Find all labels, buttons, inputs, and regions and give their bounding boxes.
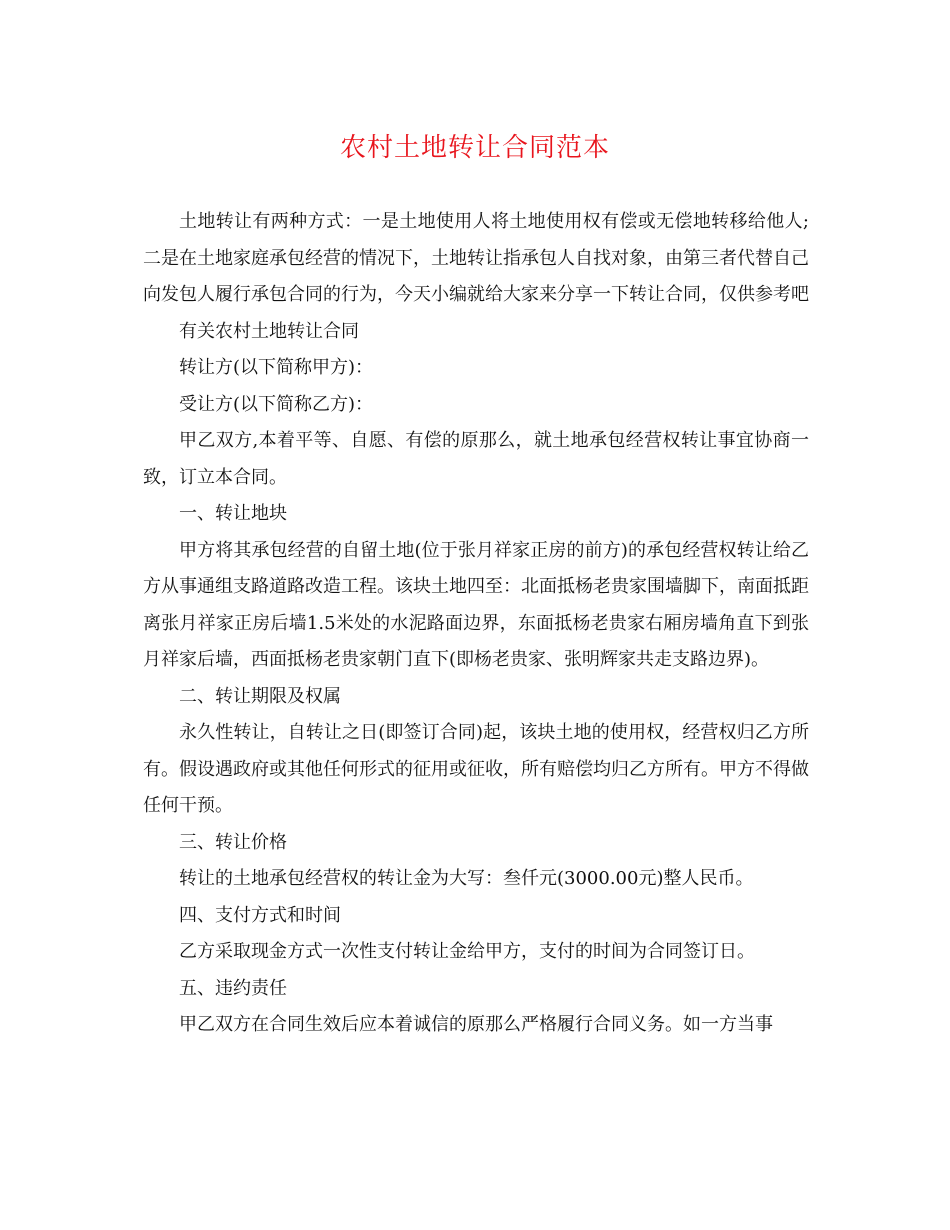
section-heading-5: 五、违约责任 bbox=[179, 977, 287, 999]
section-heading-4: 四、支付方式和时间 bbox=[179, 904, 341, 926]
paragraph-transferor: 转让方(以下简称甲方)： bbox=[179, 357, 374, 378]
paragraph-contract-heading: 有关农村土地转让合同 bbox=[179, 320, 359, 342]
paragraph-section-1: 甲方将其承包经营的自留土地(位于张月祥家正房的前方)的承包经营权转让给乙方从事通组支路道路改造工程。该块土地四至：北面抵杨老贵家围墙脚下，南面抵距离张月祥家正房后墙1.5米处的水泥路面边界，东面抵杨老贵家右厢房墙角直下到张月祥家后墙，西面抵杨老贵家朝门直下(即杨老贵家、张明辉家共走支路边界)。 bbox=[143, 539, 809, 670]
paragraph-section-3: 转让的土地承包经营权的转让金为大写：叁仟元(3000.00元)整人民币。 bbox=[179, 868, 754, 889]
paragraph-preamble: 甲乙双方,本着平等、自愿、有偿的原那么，就土地承包经营权转让事宜协商一致，订立本合同。 bbox=[143, 430, 809, 488]
section-heading-1: 一、转让地块 bbox=[179, 503, 287, 524]
section-heading-3: 三、转让价格 bbox=[179, 831, 287, 853]
document-body bbox=[143, 204, 809, 1044]
paragraph-section-5: 甲乙双方在合同生效后应本着诚信的原那么严格履行合同义务。如一方当事 bbox=[179, 1014, 773, 1035]
document-title: 农村土地转让合同范本 bbox=[339, 133, 610, 163]
paragraph-transferee: 受让方(以下简称乙方)： bbox=[179, 393, 374, 415]
paragraph-intro: 土地转让有两种方式：一是土地使用人将土地使用权有偿或无偿地转移给他人;二是在土地家庭承包经营的情况下，土地转让指承包人自找对象，由第三者代替自己向发包人履行承包合同的行为，今天小编就给大家来分享一下转让合同，仅供参考吧 bbox=[143, 211, 809, 305]
section-heading-2: 二、转让期限及权属 bbox=[179, 685, 341, 707]
paragraph-section-2: 永久性转让，自转让之日(即签订合同)起，该块土地的使用权，经营权归乙方所有。假设遇政府或其他任何形式的征用或征收，所有赔偿均归乙方所有。甲方不得做任何干预。 bbox=[143, 722, 809, 816]
paragraph-section-4: 乙方采取现金方式一次性支付转让金给甲方，支付的时间为合同签订日。 bbox=[179, 941, 755, 962]
